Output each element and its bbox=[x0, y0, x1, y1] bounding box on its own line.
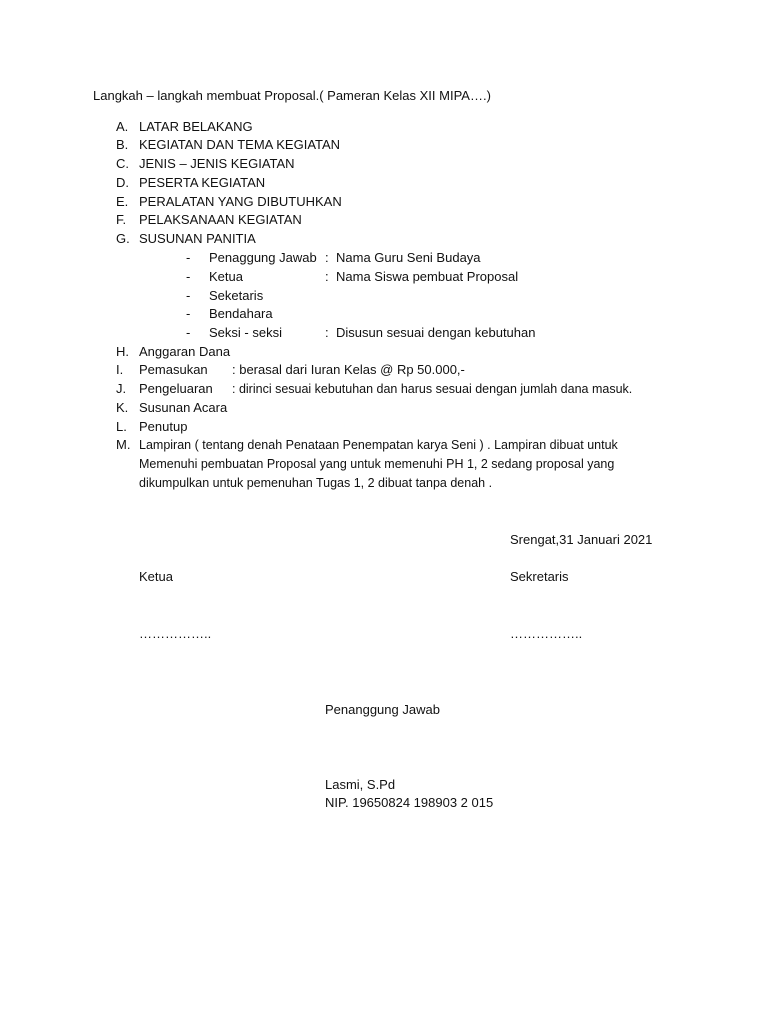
list-letter: G. bbox=[116, 231, 130, 246]
signature-right-title: Sekretaris bbox=[510, 569, 569, 584]
list-letter: I. bbox=[116, 362, 124, 377]
list-text: LATAR BELAKANG bbox=[139, 119, 253, 134]
committee-value: Disusun sesuai dengan kebutuhan bbox=[336, 325, 536, 340]
signature-left-dots: …………….. bbox=[139, 626, 212, 641]
place-date: Srengat,31 Januari 2021 bbox=[510, 532, 653, 547]
committee-role: Seksi - seksi bbox=[209, 325, 282, 340]
list-text: Anggaran Dana bbox=[139, 344, 231, 359]
list-letter: K. bbox=[116, 400, 129, 415]
list-letter: J. bbox=[116, 381, 127, 396]
colon: : bbox=[325, 250, 329, 265]
list-letter: B. bbox=[116, 137, 129, 152]
signer-name: Lasmi, S.Pd bbox=[325, 777, 396, 792]
dash: - bbox=[186, 306, 191, 321]
dash: - bbox=[186, 269, 191, 284]
list-text-line: dikumpulkan untuk pemenuhan Tugas 1, 2 dibuat tanpa denah . bbox=[139, 476, 493, 490]
colon: : bbox=[325, 269, 329, 284]
list-text-line: Memenuhi pembuatan Proposal yang untuk memenuhi PH 1, 2 sedang proposal yang bbox=[139, 457, 615, 471]
colon: : bbox=[325, 325, 329, 340]
list-text: Susunan Acara bbox=[139, 400, 228, 415]
list-text: PELAKSANAAN KEGIATAN bbox=[139, 212, 302, 227]
signature-right-dots: …………….. bbox=[510, 626, 583, 641]
dash: - bbox=[186, 250, 191, 265]
signature-left-title: Ketua bbox=[139, 569, 173, 584]
committee-role: Ketua bbox=[209, 269, 243, 284]
list-letter: H. bbox=[116, 344, 129, 359]
committee-role: Seketaris bbox=[209, 288, 264, 303]
dash: - bbox=[186, 325, 191, 340]
signature-center-title: Penanggung Jawab bbox=[325, 702, 440, 717]
signer-nip: NIP. 19650824 198903 2 015 bbox=[325, 795, 494, 810]
list-text: Pemasukan bbox=[139, 362, 208, 377]
list-letter: E. bbox=[116, 194, 129, 209]
list-detail: : dirinci sesuai kebutuhan dan harus sesuai dengan jumlah dana masuk. bbox=[232, 382, 633, 396]
list-text: SUSUNAN PANITIA bbox=[139, 231, 256, 246]
list-text: PERALATAN YANG DIBUTUHKAN bbox=[139, 194, 342, 209]
list-letter: L. bbox=[116, 419, 127, 434]
list-detail: : berasal dari Iuran Kelas @ Rp 50.000,- bbox=[232, 362, 465, 377]
list-text: Penutup bbox=[139, 419, 188, 434]
list-text: Pengeluaran bbox=[139, 381, 213, 396]
list-letter: D. bbox=[116, 175, 129, 190]
list-letter: F. bbox=[116, 212, 127, 227]
list-letter: C. bbox=[116, 156, 129, 171]
list-text: KEGIATAN DAN TEMA KEGIATAN bbox=[139, 137, 341, 152]
committee-role: Bendahara bbox=[209, 306, 273, 321]
list-letter: A. bbox=[116, 119, 129, 134]
dash: - bbox=[186, 288, 191, 303]
list-text: PESERTA KEGIATAN bbox=[139, 175, 266, 190]
document-title: Langkah – langkah membuat Proposal.( Pameran Kelas XII MIPA….) bbox=[93, 88, 491, 103]
committee-role: Penaggung Jawab bbox=[209, 250, 317, 265]
list-text: JENIS – JENIS KEGIATAN bbox=[139, 156, 295, 171]
committee-value: Nama Guru Seni Budaya bbox=[336, 250, 481, 265]
committee-value: Nama Siswa pembuat Proposal bbox=[336, 269, 519, 284]
list-text-line: Lampiran ( tentang denah Penataan Penempatan karya Seni ) . Lampiran dibuat untuk bbox=[139, 438, 618, 452]
list-letter: M. bbox=[116, 437, 131, 452]
